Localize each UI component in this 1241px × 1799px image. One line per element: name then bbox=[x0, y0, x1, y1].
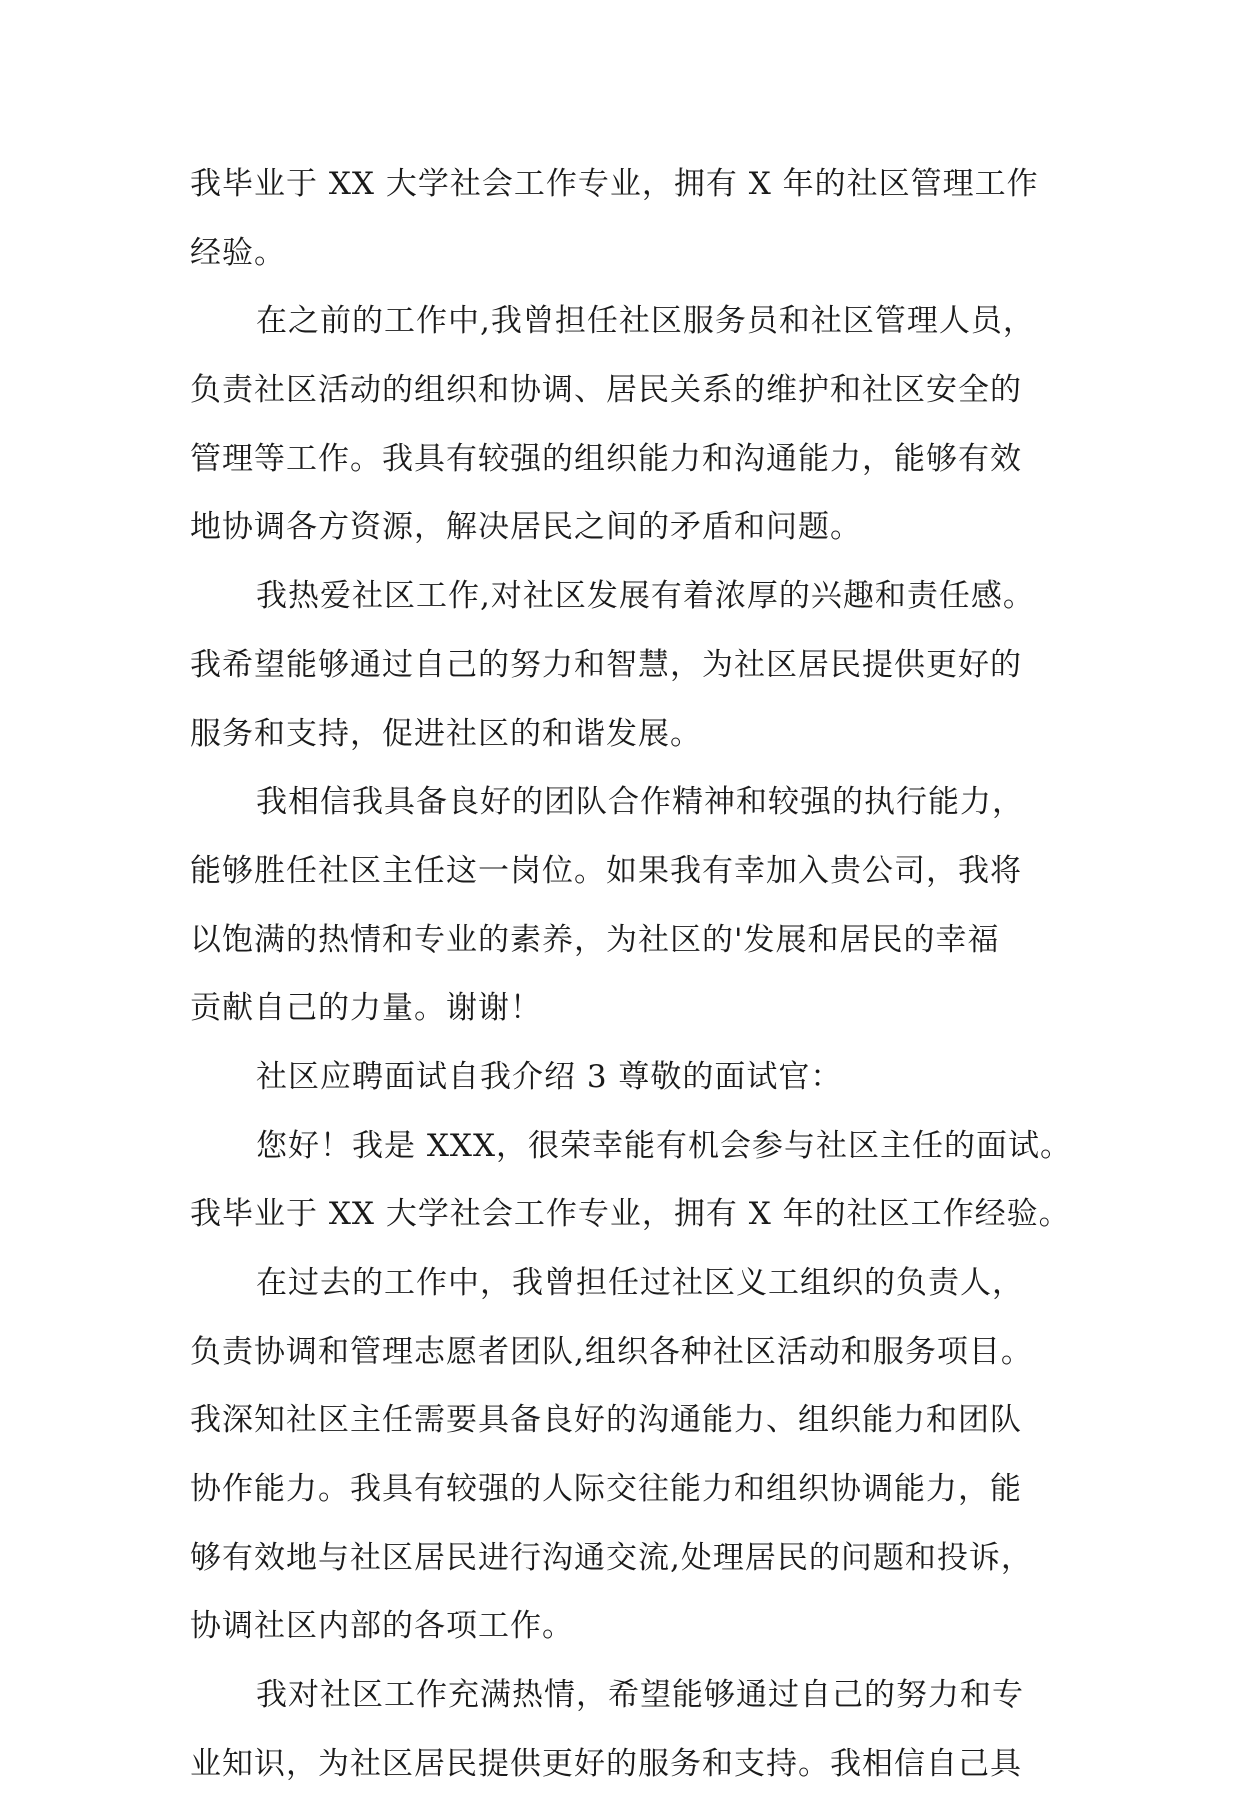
text-line: 协作能力。我具有较强的人际交往能力和组织协调能力，能 bbox=[190, 1471, 1022, 1508]
text-line: 贡献自己的力量。谢谢！ bbox=[190, 990, 542, 1027]
text-line: 能够胜任社区主任这一岗位。如果我有幸加入贵公司，我将 bbox=[190, 852, 1022, 889]
text-line: 您好！我是 XXX，很荣幸能有机会参与社区主任的面试。 bbox=[256, 1127, 1073, 1164]
text-line: 我深知社区主任需要具备良好的沟通能力、组织能力和团队 bbox=[190, 1402, 1022, 1439]
text-line: 以饱满的热情和专业的素养，为社区的'发展和居民的幸福 bbox=[190, 921, 1000, 958]
text-line: 我相信我具备良好的团队合作精神和较强的执行能力， bbox=[256, 784, 1024, 821]
text-line: 负责社区活动的组织和协调、居民关系的维护和社区安全的 bbox=[190, 372, 1022, 409]
text-line: 协调社区内部的各项工作。 bbox=[190, 1608, 574, 1645]
text-line: 我希望能够通过自己的努力和智慧，为社区居民提供更好的 bbox=[190, 646, 1022, 683]
text-line: 我毕业于 XX 大学社会工作专业，拥有 X 年的社区工作经验。 bbox=[190, 1196, 1071, 1233]
text-line: 在之前的工作中,我曾担任社区服务员和社区管理人员， bbox=[256, 303, 1035, 340]
text-line: 负责协调和管理志愿者团队,组织各种社区活动和服务项目。 bbox=[190, 1333, 1033, 1370]
text-line: 服务和支持，促进社区的和谐发展。 bbox=[190, 715, 702, 752]
text-line: 我毕业于 XX 大学社会工作专业，拥有 X 年的社区管理工作 bbox=[190, 166, 1039, 202]
text-line: 经验。 bbox=[190, 234, 286, 271]
text-line: 在过去的工作中，我曾担任过社区义工组织的负责人， bbox=[256, 1265, 1024, 1301]
text-line: 地协调各方资源，解决居民之间的矛盾和问题。 bbox=[190, 509, 862, 546]
text-line: 我对社区工作充满热情，希望能够通过自己的努力和专 bbox=[256, 1677, 1024, 1714]
text-line: 业知识，为社区居民提供更好的服务和支持。我相信自己具 bbox=[190, 1745, 1022, 1782]
text-line: 够有效地与社区居民进行沟通交流,处理居民的问题和投诉， bbox=[190, 1539, 1033, 1576]
body-text bbox=[190, 150, 1090, 1799]
text-line: 我热爱社区工作,对社区发展有着浓厚的兴趣和责任感。 bbox=[256, 578, 1035, 615]
text-line: 管理等工作。我具有较强的组织能力和沟通能力，能够有效 bbox=[190, 440, 1022, 477]
text-line: 社区应聘面试自我介绍 3 尊敬的面试官： bbox=[256, 1058, 843, 1095]
